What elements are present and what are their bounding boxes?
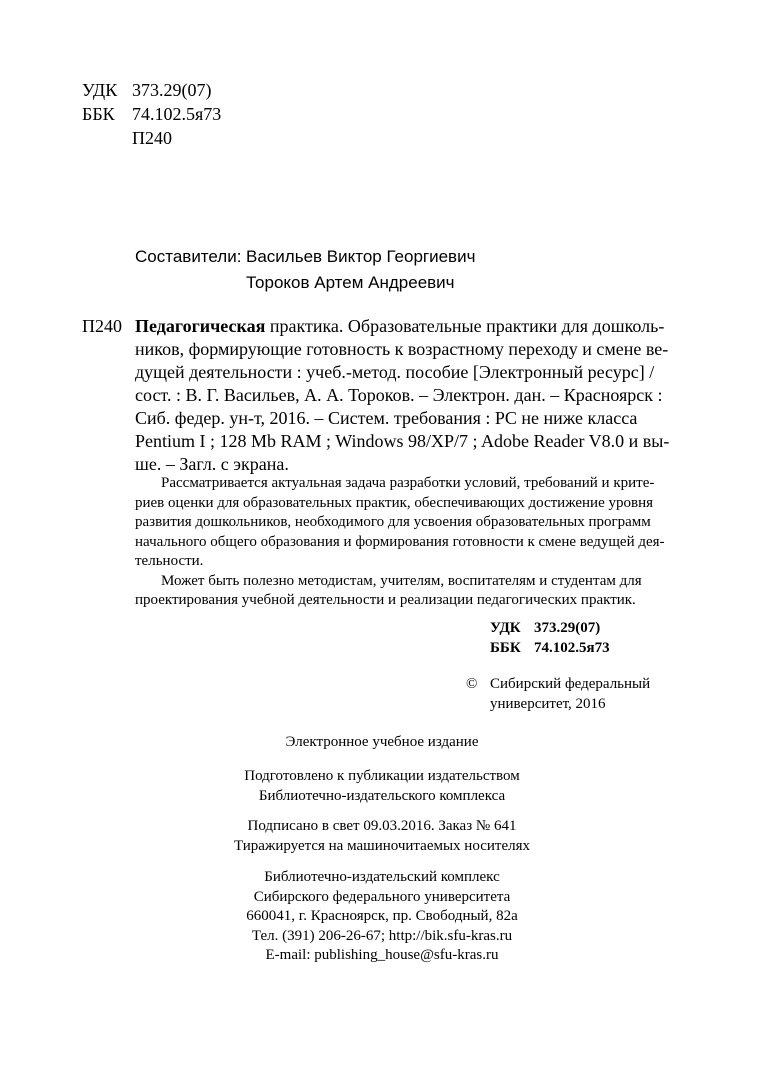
annotation-line: риев оценки для образовательных практик, обеспечивающих достижение уровня xyxy=(135,494,654,511)
biblio-code: П240 xyxy=(82,316,122,336)
compiler-name-1: Васильев Виктор Георгиевич xyxy=(246,247,476,266)
edition-type: Электронное учебное издание xyxy=(285,734,479,750)
classification-footer xyxy=(490,618,610,658)
bbk-line-bold: ББК 74.102.5я73 xyxy=(490,640,610,656)
biblio-title-bold: Педагогическая xyxy=(135,316,266,336)
udk-label: УДК xyxy=(82,80,118,100)
prepared-by: Подготовлено к публикации издательством Библиотечно-издательского комплекса xyxy=(244,768,520,804)
biblio-line: Сиб. федер. ун-т, 2016. – Систем. требования : PC не ниже класса xyxy=(135,408,638,428)
compiler-line-2 xyxy=(135,270,475,296)
publisher-info: Библиотечно-издательский комплекс Сибирского федерального университета 660041, г. Красноярск, пр. Свободный, 82а Тел. (391) 206-26-67; http://bik.sfu-kras.ru E-mail: publishing_house@sfu-kras.ru xyxy=(246,869,518,963)
annotation-line: проектирования учебной деятельности и реализации педагогических практик. xyxy=(135,592,636,608)
copyright-icon: © xyxy=(466,676,478,692)
biblio-line: Педагогическая практика. Образовательные практики для дошколь- xyxy=(135,316,665,336)
biblio-line: ников, формирующие готовность к возрастному переходу и смене ве- xyxy=(135,339,669,359)
udk-line-bold: УДК 373.29(07) xyxy=(490,620,601,636)
biblio-line: Pentium I ; 128 Mb RAM ; Windows 98/XP/7 ; Adobe Reader V8.0 и вы- xyxy=(135,431,670,451)
author-mark-line xyxy=(82,126,221,150)
biblio-line: дущей деятельности : учеб.-метод. пособие [Электронный ресурс] / xyxy=(135,362,655,382)
bbk-value: 74.102.5я73 xyxy=(132,104,222,124)
compilers-block xyxy=(135,244,475,296)
biblio-line: сост. : В. Г. Васильев, А. А. Тороков. – Электрон. дан. – Красноярск : xyxy=(135,385,663,405)
bibliographic-record xyxy=(135,315,683,476)
copyright-notice: © Сибирский федеральный университет, 2016 xyxy=(466,676,651,712)
classification-header xyxy=(82,78,221,150)
annotation-line: тельности. xyxy=(135,553,204,569)
annotation-line: Может быть полезно методистам, учителям, воспитателям и студентам для xyxy=(161,572,642,589)
author-mark: П240 xyxy=(132,128,172,148)
biblio-line: ше. – Загл. с экрана. xyxy=(135,454,289,474)
udk-value: 373.29(07) xyxy=(132,80,212,100)
compiler-name-2: Тороков Артем Андреевич xyxy=(246,273,455,292)
annotation-line: Рассматривается актуальная задача разработки условий, требований и крите- xyxy=(161,475,655,491)
udk-line xyxy=(82,78,221,102)
annotation-line: начального общего образования и формирования готовности к смене ведущей дея- xyxy=(135,533,665,550)
annotation xyxy=(135,474,683,611)
bbk-label: ББК xyxy=(82,104,115,124)
annotation-line: развития дошкольников, необходимого для усвоения образовательных программ xyxy=(135,514,651,530)
compiler-line-1 xyxy=(135,244,475,270)
publication-info: Подписано в свет 09.03.2016. Заказ № 641 Тиражируется на машиночитаемых носителях xyxy=(233,818,530,854)
bbk-line xyxy=(82,102,221,126)
compilers-label: Составители: xyxy=(135,247,242,266)
